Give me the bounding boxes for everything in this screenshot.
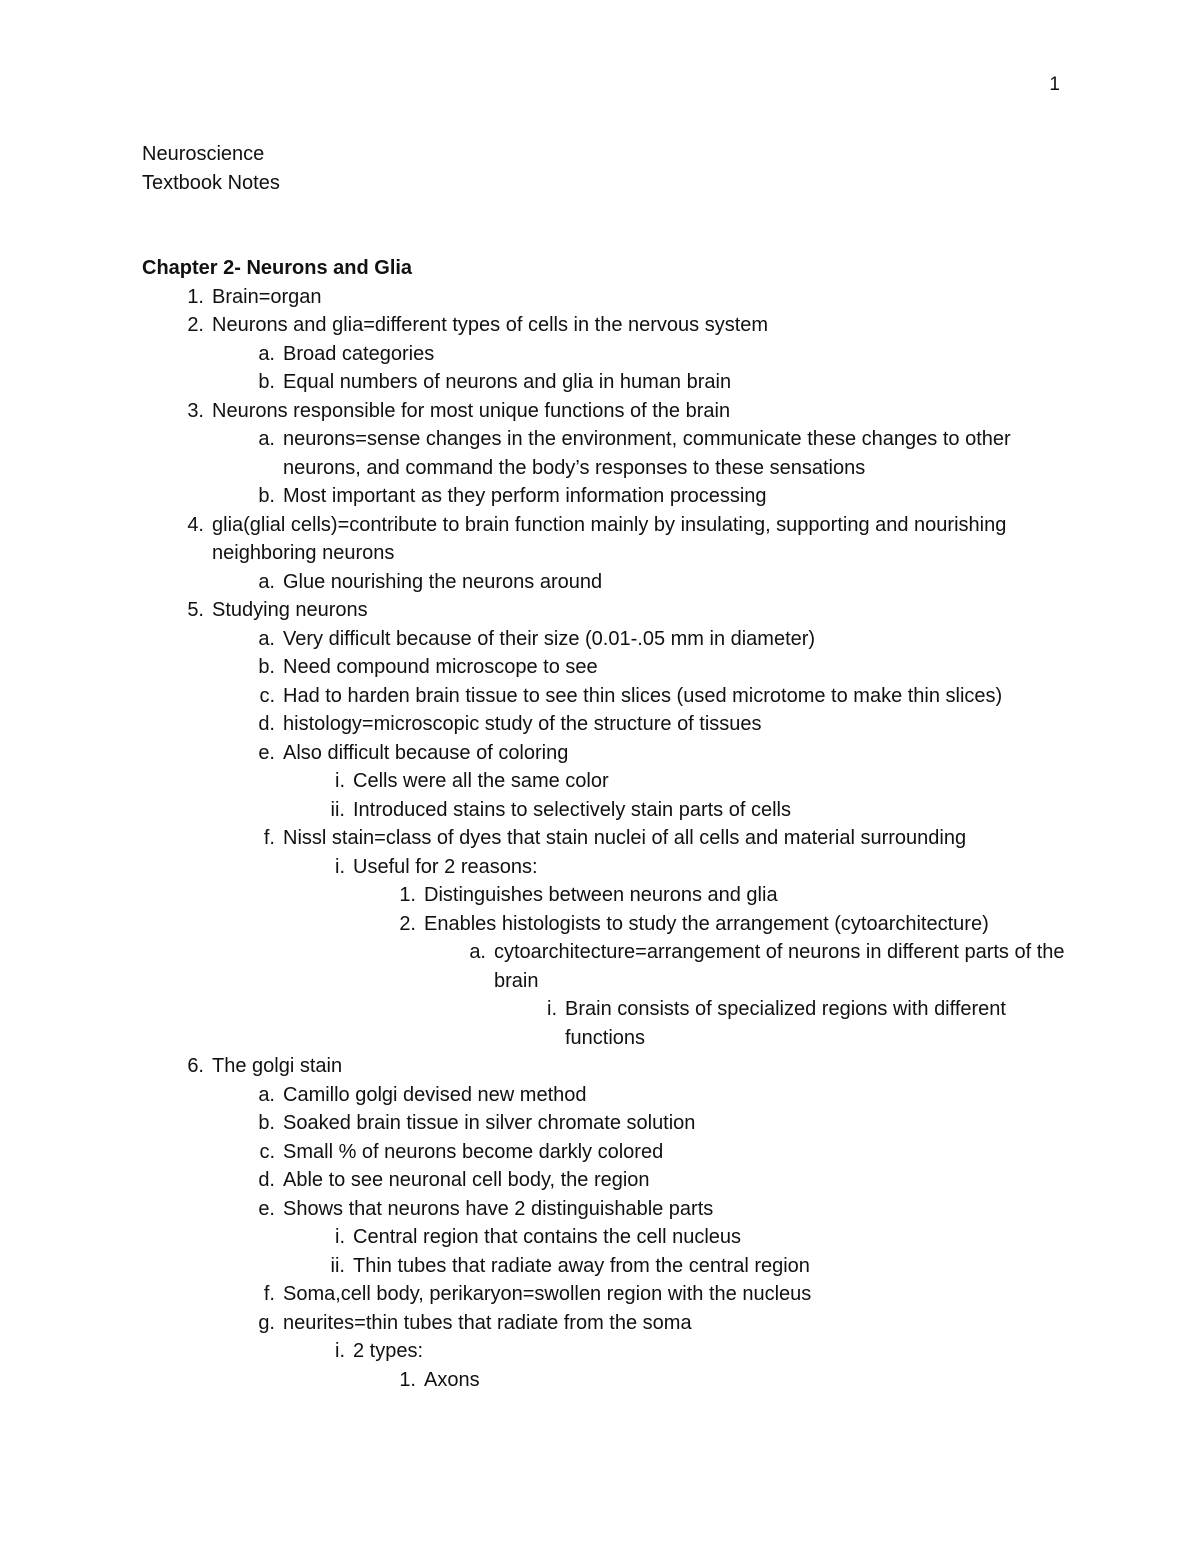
outline-item [258, 653, 1070, 682]
list-text: Brain=organ [212, 285, 322, 308]
list-text: Introduced stains to selectively stain parts of cells [353, 798, 791, 821]
list-text: Broad categories [283, 342, 435, 365]
outline-item [399, 1366, 1070, 1395]
list-marker: a. [258, 342, 275, 365]
list-text: histology=microscopic study of the structure of tissues [283, 713, 762, 735]
document-header [142, 140, 280, 197]
outline-item [258, 710, 1070, 739]
notes-body [142, 254, 1070, 1394]
list-text: Able to see neuronal cell body, the region [283, 1169, 650, 1191]
list-marker: a. [258, 627, 275, 650]
list-text: Distinguishes between neurons and glia [424, 884, 778, 906]
outline-item [258, 1195, 1070, 1224]
outline-item [258, 340, 1070, 369]
list-text: Most important as they perform information processing [283, 485, 767, 507]
list-text: Neurons and glia=different types of cells in the nervous system [212, 314, 769, 336]
list-marker: 2. [399, 912, 416, 935]
outline-item [259, 682, 1070, 711]
outline-item [335, 853, 1070, 882]
outline-item [335, 1337, 1070, 1366]
list-marker: 3. [187, 399, 204, 422]
list-marker: 1. [399, 1368, 416, 1391]
list-text: Nissl stain=class of dyes that stain nuclei of all cells and material surrounding [283, 827, 967, 849]
list-marker: g. [258, 1311, 275, 1334]
list-marker: 5. [187, 599, 204, 621]
list-text: Camillo golgi devised new method [283, 1083, 587, 1106]
outline-item [258, 482, 1070, 511]
outline-item [258, 1309, 1070, 1338]
list-text: neurons=sense changes in the environment, communicate these changes to other neurons, and command the body’s responses to these sensations [283, 428, 1011, 479]
course-title: Neuroscience [142, 143, 265, 165]
outline-item [399, 881, 1070, 910]
list-marker: a. [258, 1083, 275, 1106]
list-marker: b. [258, 371, 275, 393]
list-marker: e. [258, 1197, 275, 1220]
outline-item [187, 311, 1070, 340]
list-text: cytoarchitecture=arrangement of neurons in different parts of the brain [494, 941, 1065, 992]
list-text: Need compound microscope to see [283, 656, 598, 678]
outline-item [258, 1081, 1070, 1110]
list-marker: 1. [399, 884, 416, 906]
list-text: Small % of neurons become darkly colored [283, 1140, 664, 1163]
notes-subtitle: Textbook Notes [142, 171, 280, 194]
list-text: Soma,cell body, perikaryon=swollen region with the nucleus [283, 1283, 812, 1305]
list-text: Equal numbers of neurons and glia in human brain [283, 371, 732, 393]
list-marker: c. [259, 684, 275, 707]
list-marker: d. [258, 713, 275, 735]
outline-item [258, 739, 1070, 768]
list-text: Brain consists of specialized regions with different functions [565, 998, 1006, 1049]
chapter-heading: Chapter 2- Neurons and Glia [142, 257, 413, 279]
list-text: Thin tubes that radiate away from the central region [353, 1254, 810, 1277]
list-marker: e. [258, 741, 275, 764]
list-marker: a. [258, 428, 275, 450]
list-marker: d. [258, 1169, 275, 1191]
list-text: Central region that contains the cell nucleus [353, 1226, 742, 1248]
list-marker: c. [259, 1140, 275, 1163]
outline-item [547, 995, 1070, 1052]
list-text: glia(glial cells)=contribute to brain function mainly by insulating, supporting and nourishing neighboring neurons [212, 513, 1007, 564]
page-number: 1 [1049, 74, 1060, 95]
list-marker: ii. [330, 798, 345, 821]
outline-item [330, 1252, 1070, 1281]
outline-item [258, 568, 1070, 597]
outline-item [258, 625, 1070, 654]
list-text: Cells were all the same color [353, 770, 609, 792]
outline-item [335, 1223, 1070, 1252]
list-text: The golgi stain [212, 1055, 343, 1077]
outline-item [258, 425, 1070, 482]
outline-item [258, 1109, 1070, 1138]
outline-item [187, 596, 1070, 625]
list-marker: i. [335, 770, 345, 792]
list-text: Useful for 2 reasons: [353, 855, 538, 878]
list-marker: i. [335, 855, 345, 878]
list-marker: b. [258, 1112, 275, 1134]
list-marker: 4. [187, 513, 204, 536]
outline-item [187, 397, 1070, 426]
list-text: Axons [424, 1368, 480, 1391]
list-marker: a. [469, 941, 486, 963]
list-marker: b. [258, 485, 275, 507]
outline-item [469, 938, 1070, 995]
list-text: Neurons responsible for most unique functions of the brain [212, 399, 731, 422]
list-marker: i. [547, 998, 557, 1020]
outline-item [259, 1138, 1070, 1167]
list-text: Glue nourishing the neurons around [283, 570, 603, 593]
list-text: 2 types: [353, 1340, 424, 1362]
list-marker: 6. [187, 1055, 204, 1077]
list-marker: b. [258, 656, 275, 678]
list-marker: i. [335, 1226, 345, 1248]
list-text: Had to harden brain tissue to see thin slices (used microtome to make thin slices) [283, 684, 1003, 707]
outline-item [187, 511, 1070, 568]
list-text: Studying neurons [212, 599, 368, 621]
list-text: Soaked brain tissue in silver chromate solution [283, 1112, 696, 1134]
list-marker: i. [335, 1340, 345, 1362]
outline-item [187, 1052, 1070, 1081]
outline-item [330, 796, 1070, 825]
outline-item [335, 767, 1070, 796]
list-text: Enables histologists to study the arrangement (cytoarchitecture) [424, 912, 989, 935]
list-text: Very difficult because of their size (0.01-.05 mm in diameter) [283, 627, 816, 650]
list-marker: f. [263, 827, 275, 849]
outline-item [263, 824, 1070, 853]
outline-item [399, 910, 1070, 939]
list-marker: a. [258, 570, 275, 593]
outline-item [258, 1166, 1070, 1195]
outline-item [258, 368, 1070, 397]
outline-item [263, 1280, 1070, 1309]
list-text: neurites=thin tubes that radiate from the soma [283, 1311, 692, 1334]
list-text: Also difficult because of coloring [283, 741, 569, 764]
outline-item [187, 283, 1070, 312]
list-marker: 1. [187, 285, 204, 308]
list-marker: ii. [330, 1254, 345, 1277]
list-marker: f. [263, 1283, 275, 1305]
list-marker: 2. [187, 314, 204, 336]
list-text: Shows that neurons have 2 distinguishable parts [283, 1197, 714, 1220]
